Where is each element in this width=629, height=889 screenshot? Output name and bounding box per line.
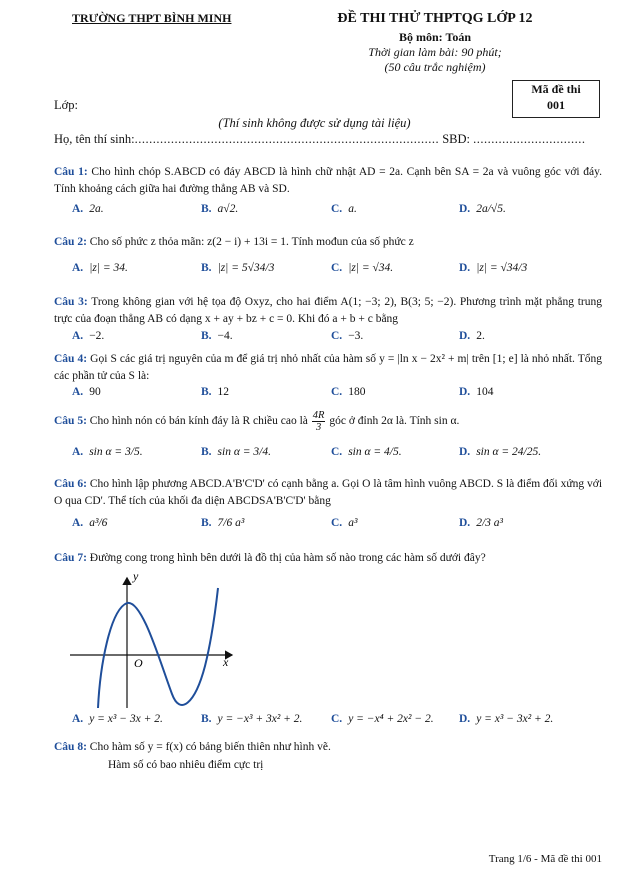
question-number: Câu 6: [54, 478, 87, 490]
option-a: A. y = x³ − 3x + 2. [72, 713, 163, 725]
class-label: Lớp: [54, 98, 78, 112]
option-a: A. a³/6 [72, 517, 108, 529]
exam-title: ĐỀ THI THỬ THPTQG LỚP 12 [337, 11, 533, 26]
option-d: D. 104 [459, 386, 494, 398]
page-footer: Trang 1/6 - Mã đề thi 001 [488, 853, 602, 865]
option-d: D. sin α = 24/25. [459, 446, 542, 458]
option-d: D. y = x³ − 3x² + 2. [459, 713, 554, 725]
name-label: Họ, tên thí sinh: [54, 132, 135, 146]
options-row-1 [54, 203, 602, 225]
question-number: Câu 5: [54, 415, 87, 428]
notice: (Thí sinh không được sử dụng tài liệu) [218, 116, 411, 130]
option-a: A. sin α = 3/5. [72, 446, 143, 458]
question-3 [54, 294, 602, 328]
question-8 [54, 739, 602, 756]
option-a: A. |z| = 34. [72, 262, 128, 274]
sbd-dots: ............................... [473, 132, 586, 146]
option-d: D. 2a/√5. [459, 203, 506, 215]
question-number: Câu 2: [54, 236, 87, 248]
question-1 [54, 164, 602, 198]
question-text: Cho hình lập phương ABCD.A'B'C'D' có cạnh bằng a. Gọi O là tâm hình vuông ABCD. S là điểm đối xứng với O qua CD'. Thể tích của khối đa diện ABCDSA'B'C'D' bằng [54, 478, 603, 507]
graph-curve [98, 588, 218, 708]
option-c: C. a. [331, 203, 357, 215]
option-a: A. −2. [72, 330, 105, 342]
function-graph [60, 566, 250, 714]
option-b: B. 12 [201, 386, 230, 398]
question-7 [54, 550, 602, 567]
subject: Bộ môn: Toán [398, 30, 472, 44]
school-name: TRƯỜNG THPT BÌNH MINH [72, 11, 232, 25]
sbd-label: SBD: [442, 132, 470, 146]
option-d: D. 2/3 a³ [459, 517, 503, 529]
question-number: Câu 7: [54, 552, 87, 564]
option-b: B. y = −x³ + 3x² + 2. [201, 713, 303, 725]
option-b: B. 7/6 a³ [201, 517, 245, 529]
option-c: C. a³ [331, 517, 358, 529]
option-a: A. 90 [72, 386, 101, 398]
question-text: Đường cong trong hình bên dưới là đồ thị của hàm số nào trong các hàm số dưới đây? [89, 552, 486, 564]
exam-code-value: 001 [547, 98, 565, 112]
question-number: Câu 1: [54, 166, 88, 178]
option-c: C. y = −x⁴ + 2x² − 2. [331, 713, 434, 725]
options-row-3 [54, 330, 602, 352]
option-b: B. sin α = 3/4. [201, 446, 271, 458]
option-c: C. 180 [331, 386, 366, 398]
options-row-4 [54, 386, 602, 408]
y-axis-label: y [133, 569, 139, 583]
option-b: B. |z| = 5√34/3 [201, 262, 275, 274]
question-text: Cho số phức z thỏa mãn: z(2 − i) + 13i = 1. Tính mođun của số phức z [89, 236, 414, 248]
question-text: Trong không gian với hệ tọa độ Oxyz, cho hai điểm A(1; −3; 2), B(3; 5; −2). Phương trình mặt phẳng trung trực của đoạn thẳng AB có dạng x + ay + bz + c = 0. Khi đó a + b + c bằng [54, 296, 603, 325]
options-row-2 [54, 262, 602, 284]
options-row-5 [54, 446, 602, 468]
question-text-after: góc ở đỉnh 2α là. Tính sin α. [329, 415, 460, 428]
question-text: Gọi S các giá trị nguyên của m để giá trị nhỏ nhất của hàm số y = |ln x − 2x² + m| trên [1; e] là nhỏ nhất. Tổng các phần tử của S là: [54, 353, 603, 382]
duration: Thời gian làm bài: 90 phút; [368, 45, 502, 59]
question-number: Câu 4: [54, 353, 88, 365]
question-5 [54, 410, 602, 433]
name-line [54, 132, 585, 147]
question-8-sub: Hàm số có bao nhiêu điểm cực trị [108, 759, 264, 771]
question-2 [54, 234, 602, 251]
exam-code-label: Mã đề thi [531, 82, 581, 96]
question-count: (50 câu trắc nghiệm) [384, 60, 486, 74]
question-4 [54, 351, 602, 385]
question-number: Câu 3: [54, 296, 88, 308]
question-text-before: Cho hình nón có bán kính đáy là R chiều cao là [89, 415, 308, 428]
height-fraction: $\frac{4R}{3}$ [312, 410, 325, 433]
question-number: Câu 8: [54, 741, 87, 753]
exam-code-box [512, 80, 600, 118]
option-c: C. |z| = √34. [331, 262, 394, 274]
option-b: B. a√2. [201, 203, 239, 215]
options-row-6 [54, 517, 602, 539]
question-text: Cho hàm số y = f(x) có bảng biến thiên như hình vẽ. [89, 741, 331, 753]
option-d: D. 2. [459, 330, 485, 342]
origin-label: O [134, 656, 143, 670]
option-c: C. sin α = 4/5. [331, 446, 402, 458]
option-a: A. 2a. [72, 203, 104, 215]
option-b: B. −4. [201, 330, 233, 342]
name-dots: .................................................................................... [134, 132, 440, 146]
question-text: Cho hình chóp S.ABCD có đáy ABCD là hình chữ nhật AD = 2a. Cạnh bên SA = 2a và vuông góc với đáy. Tính khoảng cách giữa hai đường thẳng AB và SD. [54, 166, 603, 195]
option-c: C. −3. [331, 330, 364, 342]
option-d: D. |z| = √34/3 [459, 262, 528, 274]
question-6 [54, 476, 602, 510]
options-row-7 [54, 713, 602, 735]
x-axis-label: x [223, 655, 229, 669]
